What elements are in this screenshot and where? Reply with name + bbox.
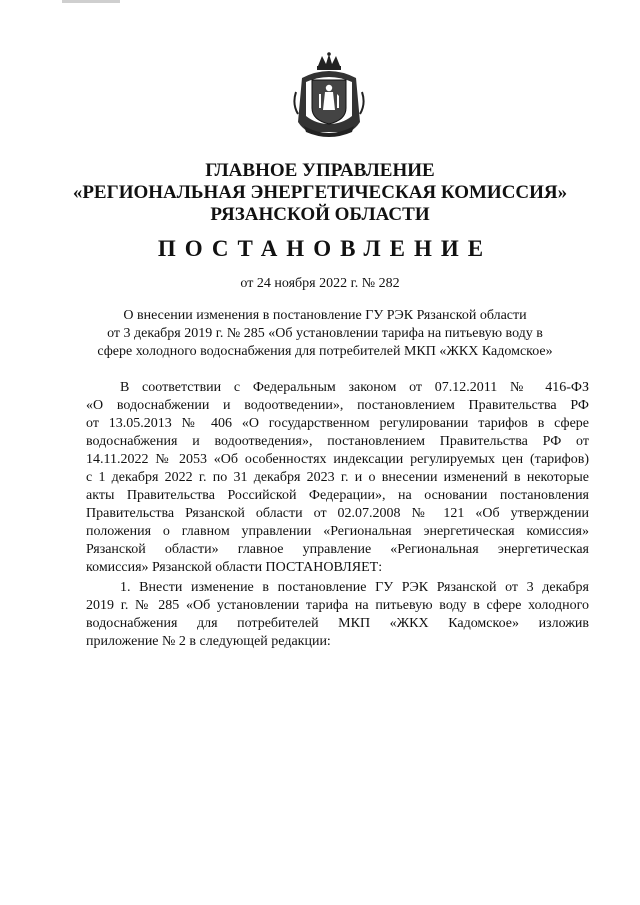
item-line: водоснабжения для потребителей МКП «ЖКХ Кадомское» изложив <box>86 616 589 631</box>
authority-line: РЯЗАНСКОЙ ОБЛАСТИ <box>210 204 430 225</box>
item-line: 1. Внести изменение в постановление ГУ РЭК Рязанской от 3 декабря <box>120 580 589 595</box>
preamble-line: водоснабжения и водоотведения», постановлением Правительства РФ от <box>86 434 589 449</box>
preamble-line: В соответствии с Федеральным законом от 07.12.2011 № 416-ФЗ <box>120 380 589 395</box>
ryazan-coat-of-arms-icon <box>292 52 366 138</box>
preamble-line: Правительства Рязанской области от 02.07.2008 № 121 «Об утверждении <box>86 506 589 521</box>
preamble-line: от 13.05.2013 № 406 «О государственном регулировании тарифов в сфере <box>86 416 589 431</box>
preamble-line: акты Правительства Российской Федерации», на основании постановления <box>86 488 589 503</box>
authority-line: ГЛАВНОЕ УПРАВЛЕНИЕ <box>205 160 435 181</box>
preamble-line: комиссия» Рязанской области ПОСТАНОВЛЯЕТ: <box>86 560 383 575</box>
document-date-number: от 24 ноября 2022 г. № 282 <box>240 276 400 291</box>
document-subject <box>90 307 560 361</box>
preamble-line: «О водоснабжении и водоотведении», постановлением Правительства РФ <box>86 398 589 413</box>
preamble-line: положения о главном управлении «Региональная энергетическая комиссия» <box>86 524 589 539</box>
authority-line: «РЕГИОНАЛЬНАЯ ЭНЕРГЕТИЧЕСКАЯ КОМИССИЯ» <box>72 182 568 203</box>
subject-line: от 3 декабря 2019 г. № 285 «Об установлении тарифа на питьевую воду в <box>107 326 543 341</box>
item-1-paragraph <box>86 579 589 651</box>
subject-line: сфере холодного водоснабжения для потребителей МКП «ЖКХ Кадомское» <box>97 344 553 359</box>
item-line: приложение № 2 в следующей редакции: <box>86 634 331 649</box>
subject-line: О внесении изменения в постановление ГУ РЭК Рязанской области <box>123 308 527 323</box>
preamble-line: Рязанской области» главное управление «Региональная энергетическая <box>86 542 589 557</box>
item-line: 2019 г. № 285 «Об установлении тарифа на питьевую воду в сфере холодного <box>86 598 589 613</box>
scan-artifact <box>62 0 120 3</box>
issuing-authority <box>0 160 640 226</box>
preamble-line: 14.11.2022 № 2053 «Об особенностях индексации регулируемых цен (тарифов) <box>86 452 589 467</box>
document-type-heading: ПОСТАНОВЛЕНИЕ <box>157 236 493 261</box>
preamble-paragraph <box>86 379 589 577</box>
preamble-line: с 1 декабря 2022 г. по 31 декабря 2023 г. и о внесении изменений в некоторые <box>86 470 589 485</box>
